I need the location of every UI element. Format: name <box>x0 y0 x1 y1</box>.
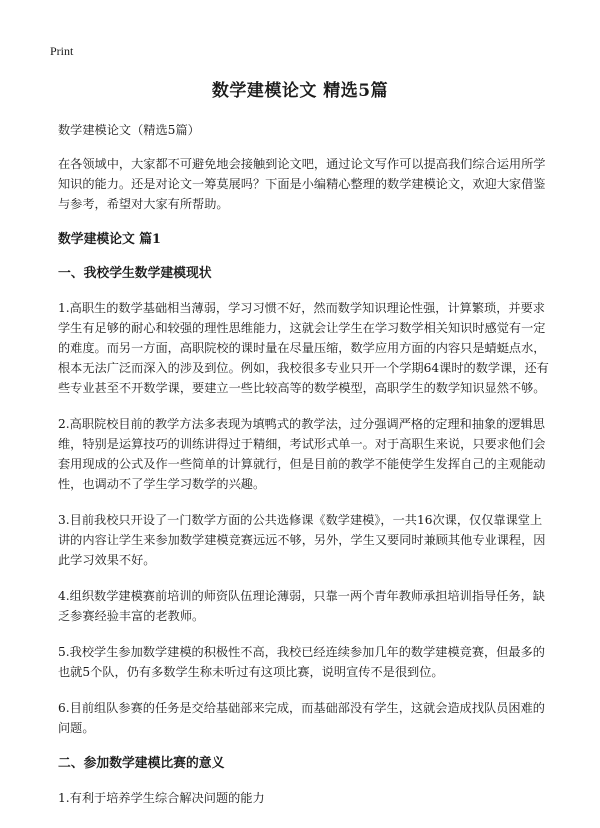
section2-item-1: 1.有利于培养学生综合解决问题的能力 <box>58 791 265 805</box>
paragraph-item-3: 3.目前我校只开设了一门数学方面的公共选修课《数学建模》，一共16次课，仅仅靠课堂上讲的内容让学生来参加数学建模竞赛远远不够，另外，学生又要同时兼顾其他专业课程，因此学习效果不好。 <box>58 513 546 567</box>
article-body <box>58 120 550 824</box>
intro-paragraph: 在各领域中，大家都不可避免地会接触到论文吧，通过论文写作可以提高我们综合运用所学知识的能力。还是对论文一筹莫展吗？下面是小编精心整理的数学建模论文，欢迎大家借鉴与参考，希望对大家有所帮助。 <box>58 157 546 211</box>
doc-subtitle: 数学建模论文（精选5篇） <box>58 123 200 137</box>
page-title: 数学建模论文 精选5篇 <box>211 81 389 101</box>
paragraph-item-2: 2.高职院校目前的教学方法多表现为填鸭式的教学法，过分强调严格的定理和抽象的逻辑思维，特别是运算技巧的训练讲得过于精细，考试形式单一。对于高职生来说，只要求他们会套用现成的公式及作一些简单的计算就行，但是目前的教学不能使学生发挥自己的主观能动性，也调动不了学生学习数学的兴趣。 <box>58 417 546 491</box>
paragraph-item-5: 5.我校学生参加数学建模的积极性不高，我校已经连续参加几年的数学建模竞赛，但最多的也就5个队，仍有多数学生称未听过有这项比赛，说明宣传不是很到位。 <box>58 645 545 679</box>
paragraph-item-4: 4.组织数学建模赛前培训的师资队伍理论薄弱，只靠一两个青年教师承担培训指导任务，缺乏参赛经验丰富的老教师。 <box>58 589 545 623</box>
section-heading-1: 一、我校学生数学建模现状 <box>58 266 212 281</box>
article-heading: 数学建模论文 篇1 <box>58 232 161 247</box>
paragraph-item-1: 1.高职生的数学基础相当薄弱，学习习惯不好，然而数学知识理论性强，计算繁琐，并要求学生有足够的耐心和较强的理性思维能力，这就会让学生在学习数学相关知识时感觉有一定的难度。而另一方面，高职院校的课时量在尽量压缩，数学应用方面的内容只是蜻蜓点水，根本无法广泛而深入的涉及到位。例如，我校很多专业只开一个学期64课时的数学课，还有些专业甚至不开数学课，要建立一些比较高等的数学模型，高职学生的数学知识显然不够。 <box>58 301 549 395</box>
paragraph-item-6: 6.目前组队参赛的任务是交给基础部来完成，而基础部没有学生，这就会造成找队员困难的问题。 <box>58 701 545 735</box>
section-heading-2: 二、参加数学建模比赛的意义 <box>58 756 225 771</box>
print-link[interactable]: Print <box>50 44 74 58</box>
